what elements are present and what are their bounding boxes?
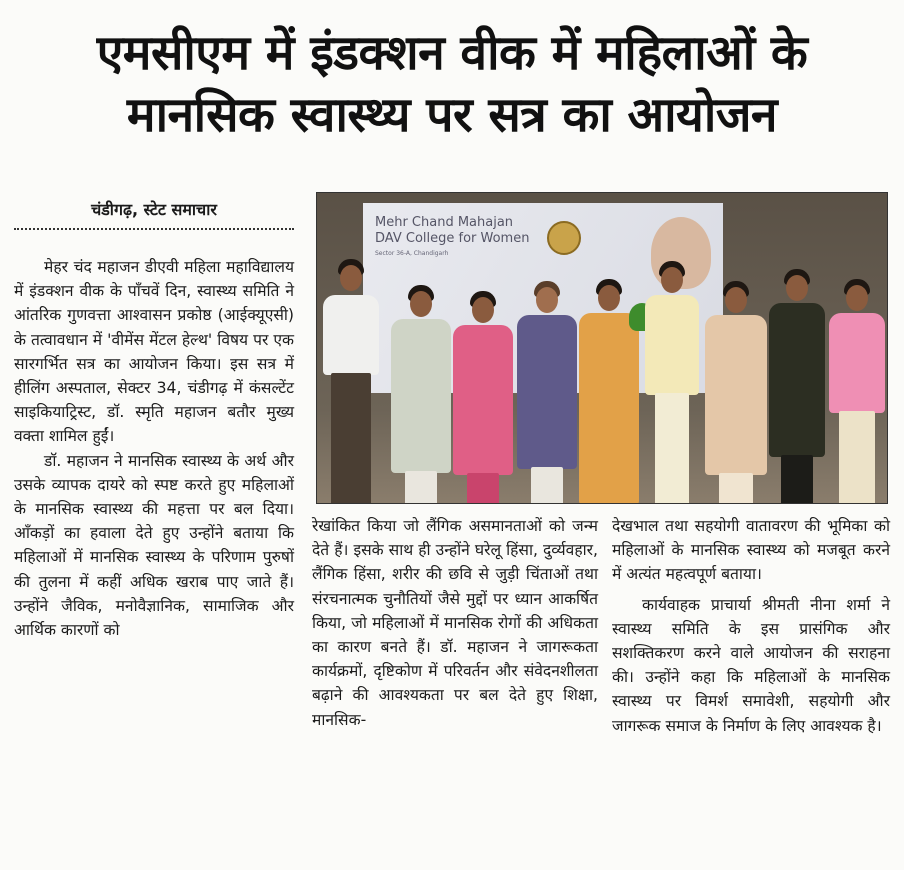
paragraph-principal: कार्यवाहक प्राचार्या श्रीमती नीना शर्मा ने स्वास्थ्य समिति के इस प्रासंगिक और सशक्तिकरण करने वाले आयोजन की सराहना की। उन्होंने कहा कि महिलाओं के मानसिक स्वास्थ्य पर विमर्श समावेशी, सहयोगी और जागरूक समाज के निर्माण के लिए आवश्यक है। (612, 595, 890, 735)
screen-title-line-1: Mehr Chand Mahajan (375, 215, 514, 230)
paragraph-causes: रेखांकित किया जो लैंगिक असमानताओं को जन्म देते हैं। इसके साथ ही उन्होंने घरेलू हिंसा, दुर्व्यवहार, लैंगिक हिंसा, शरीर की छवि से जुड़ी चिंताओं तथा संरचनात्मक चुनौतियों जैसे मुद्दों पर ध्यान आकर्षित किया, जो महिलाओं में मानसिक रोगों की अधिकता का कारण बनते हैं। डॉ. महाजन ने जागरूकता कार्यक्रमों, दृष्टिकोण में परिवर्तन और संवेदनशीलता बढ़ाने की आवश्यकता पर बल देते हुए शिक्षा, मानसिक- (312, 517, 598, 729)
paragraph-care: देखभाल तथा सहयोगी वातावरण की भूमिका को महिलाओं के मानसिक स्वास्थ्य को मजबूत करने में अत्यंत महत्वपूर्ण बताया। (612, 517, 890, 584)
event-photo (316, 192, 888, 504)
dateline: चंडीगढ़, स्टेट समाचार (91, 200, 217, 219)
screen-title-line-2: DAV College for Women (375, 231, 530, 246)
person-8 (769, 269, 825, 504)
column-2 (312, 514, 598, 732)
person-2 (391, 285, 451, 504)
person-1 (323, 259, 379, 504)
paragraph-intro: मेहर चंद महाजन डीएवी महिला महाविद्यालय में इंडक्शन वीक के पाँचवें दिन, स्वास्थ्य समिति ने आंतरिक गुणवत्ता आश्वासन प्रकोष्ठ (आईक्यूएसी) के तत्वावधान में 'वीमेंस मेंटल हेल्थ' विषय पर एक सारगर्भित सत्र का आयोजन किया। इस सत्र में हीलिंग अस्पताल, सेक्टर 34, चंडीगढ़ में कंसल्टेंट साइकियाट्रिस्ट, डॉ. स्मृति महाजन बतौर मुख्य वक्ता शामिल हुईं। (14, 258, 294, 446)
screen-subtitle: Sector 36-A, Chandigarh (375, 250, 449, 257)
screen-title (375, 215, 529, 247)
person-4 (517, 281, 577, 504)
person-6 (645, 261, 699, 504)
dateline-divider (14, 228, 294, 230)
headline (0, 22, 904, 146)
college-logo-icon (547, 221, 581, 255)
person-7 (705, 281, 767, 504)
person-3 (453, 291, 513, 504)
headline-line-1: एमसीएम में इंडक्शन वीक में महिलाओं के (96, 25, 808, 81)
paragraph-speaker: डॉ. महाजन ने मानसिक स्वास्थ्य के अर्थ और उसके व्यापक दायरे को स्पष्ट करते हुए महिलाओं के मानसिक स्वास्थ्य की महत्ता पर बल दिया। आँकड़ों का हवाला देते हुए उन्होंने बताया कि महिलाओं में मानसिक स्वास्थ्य के परिणाम पुरुषों की तुलना में कहीं अधिक खराब पाए जाते हैं। उन्होंने जैविक, मनोवैज्ञानिक, सामाजिक और आर्थिक कारणों को (14, 451, 294, 640)
person-9 (829, 279, 885, 504)
column-3 (612, 514, 890, 738)
headline-line-2: मानसिक स्वास्थ्य पर सत्र का आयोजन (126, 87, 778, 143)
column-1 (14, 255, 294, 642)
